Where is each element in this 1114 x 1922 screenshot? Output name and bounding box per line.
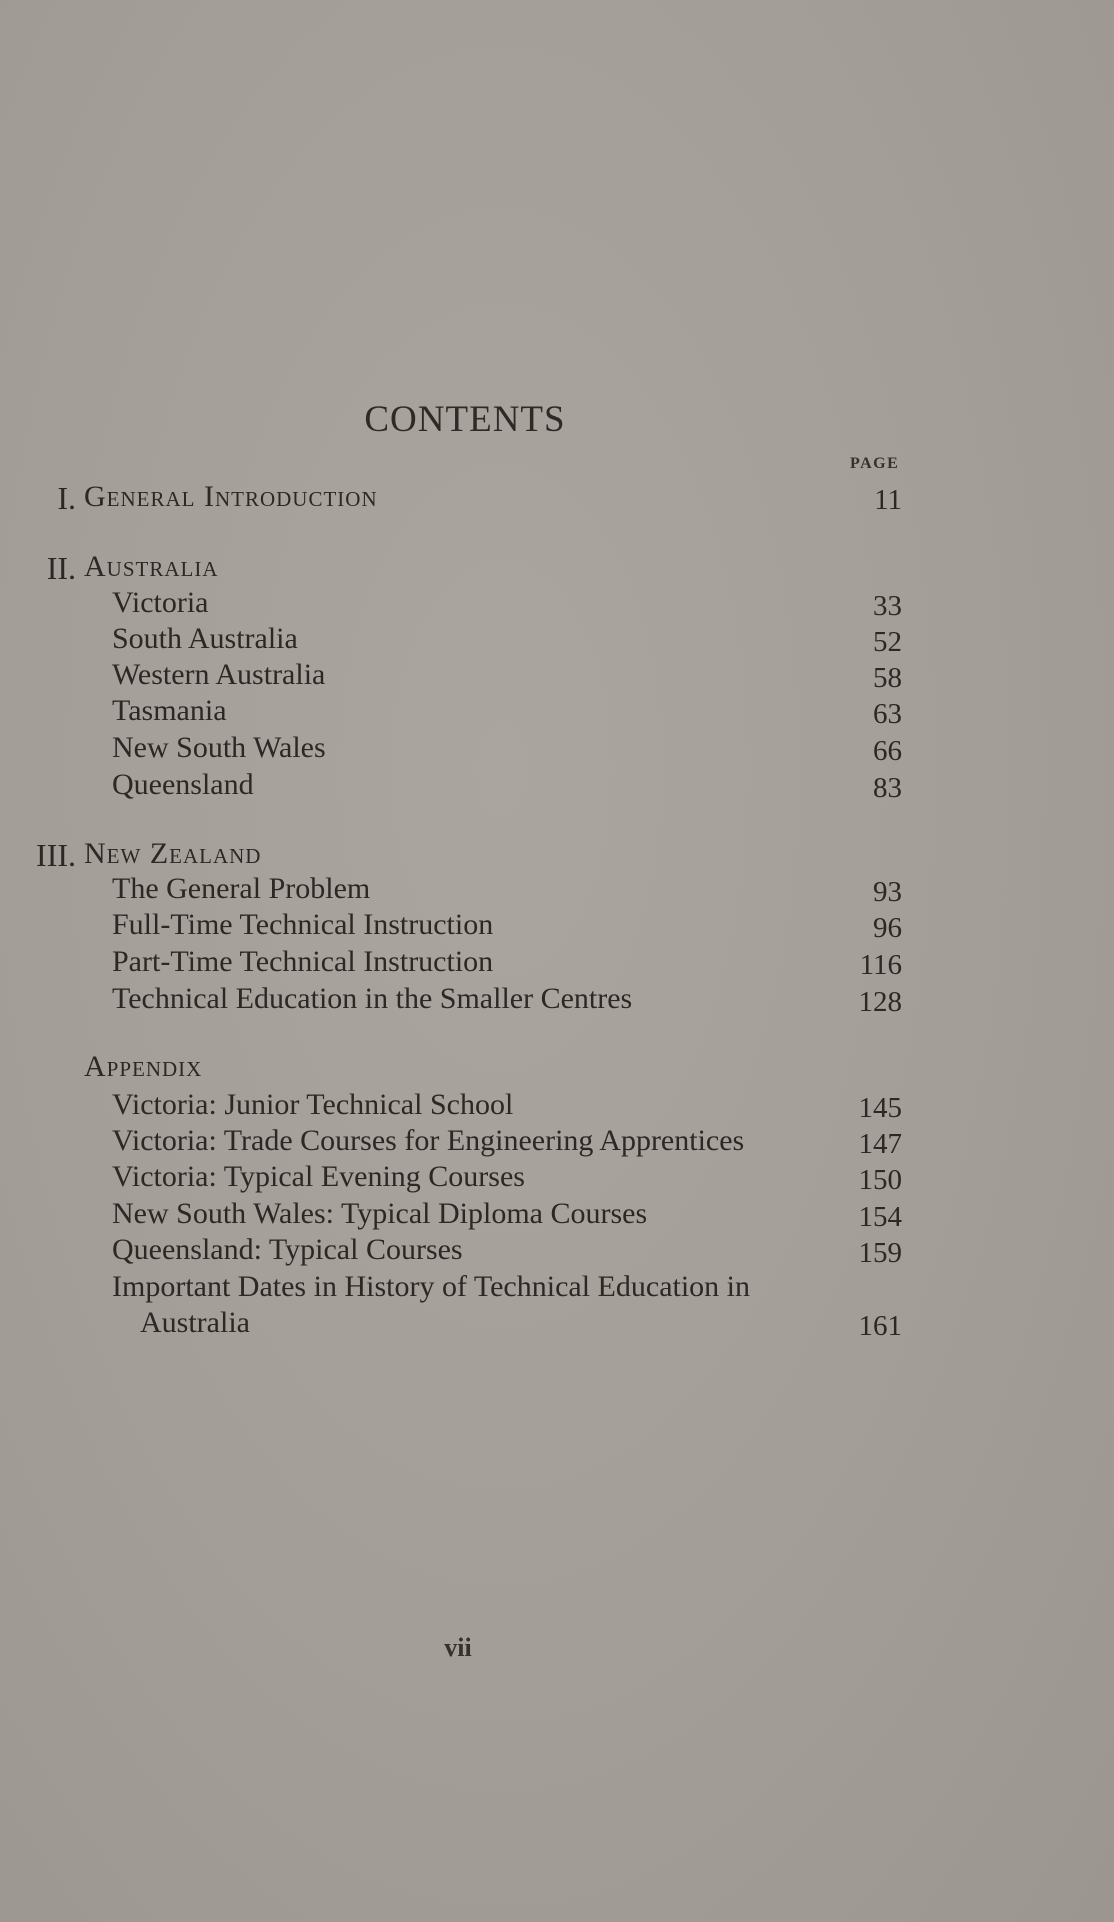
section-heading: New Zealand: [84, 837, 262, 870]
toc-entry-row: [0, 1270, 1114, 1306]
toc-entry-label: Tasmania: [112, 694, 227, 727]
toc-entry-page: 52: [873, 626, 902, 658]
toc-entry-row: [0, 586, 1114, 622]
toc-entry-page: 145: [858, 1092, 902, 1124]
toc-entry-row: [0, 768, 1114, 804]
toc-entry-label: South Australia: [112, 622, 298, 655]
toc-entry-row: [0, 1306, 1114, 1342]
toc-entry-label: Queensland: [112, 768, 254, 801]
toc-entry-label: Important Dates in History of Technical Education in: [112, 1270, 751, 1303]
toc-entry-row: [0, 1124, 1114, 1160]
toc-entry-row: [0, 908, 1114, 944]
toc-entry-label: Technical Education in the Smaller Centres: [112, 982, 633, 1015]
toc-entry-row: [0, 694, 1114, 730]
section-numeral: III.: [36, 837, 76, 873]
toc-entry-row: [0, 1197, 1114, 1233]
toc-entry-page: 58: [873, 662, 902, 694]
toc-entry-page: 66: [873, 735, 902, 767]
toc-entry-label: Queensland: Typical Courses: [112, 1233, 463, 1266]
page-column-header: PAGE: [850, 455, 900, 472]
section-numeral: II.: [46, 550, 76, 586]
toc-entry-row: [0, 731, 1114, 767]
toc-entry-label: New South Wales: [112, 731, 326, 764]
toc-entry-label: Part-Time Technical Instruction: [112, 945, 494, 978]
section-numeral: I.: [57, 480, 76, 516]
toc-entry-page: 147: [858, 1128, 902, 1160]
toc-entry-row: [0, 1088, 1114, 1124]
page-title: CONTENTS: [364, 399, 566, 440]
section-page-number: 11: [874, 484, 902, 516]
toc-entry-page: 128: [858, 986, 902, 1018]
toc-entry-page: 83: [873, 772, 902, 804]
toc-entry-row: [0, 982, 1114, 1018]
toc-entry-page: 161: [858, 1310, 902, 1342]
appendix-heading: Appendix: [84, 1050, 203, 1083]
toc-entry-label: Australia: [140, 1306, 250, 1339]
toc-entry-page: 63: [873, 698, 902, 730]
toc-entry-row: [0, 1233, 1114, 1269]
section-heading: General Introduction: [84, 480, 378, 513]
toc-entry-page: 159: [858, 1237, 902, 1269]
toc-entry-label: Full-Time Technical Instruction: [112, 908, 494, 941]
toc-entry-label: The General Problem: [112, 872, 371, 905]
toc-entry-label: New South Wales: Typical Diploma Courses: [112, 1197, 648, 1230]
toc-entry-label: Victoria: Typical Evening Courses: [112, 1160, 525, 1193]
appendix-row: [0, 1050, 1114, 1086]
toc-entry-page: 150: [858, 1164, 902, 1196]
page-folio: vii: [444, 1633, 472, 1662]
toc-entry-page: 33: [873, 590, 902, 622]
toc-entry-page: 96: [873, 912, 902, 944]
toc-entry-label: Victoria: Trade Courses for Engineering Apprentices: [112, 1124, 745, 1157]
toc-section-row: [0, 480, 1114, 516]
toc-entry-page: 93: [873, 876, 902, 908]
toc-entry-row: [0, 872, 1114, 908]
toc-entry-page: 116: [859, 949, 902, 981]
toc-section-row: [0, 550, 1114, 586]
toc-entry-row: [0, 945, 1114, 981]
toc-entry-label: Victoria: Junior Technical School: [112, 1088, 514, 1121]
toc-section-row: [0, 837, 1114, 873]
toc-entry-label: Victoria: [112, 586, 209, 619]
toc-entry-label: Western Australia: [112, 658, 326, 691]
toc-entry-page: 154: [858, 1201, 902, 1233]
toc-entry-row: [0, 1160, 1114, 1196]
section-heading: Australia: [84, 550, 219, 583]
toc-entry-row: [0, 658, 1114, 694]
toc-entry-row: [0, 622, 1114, 658]
